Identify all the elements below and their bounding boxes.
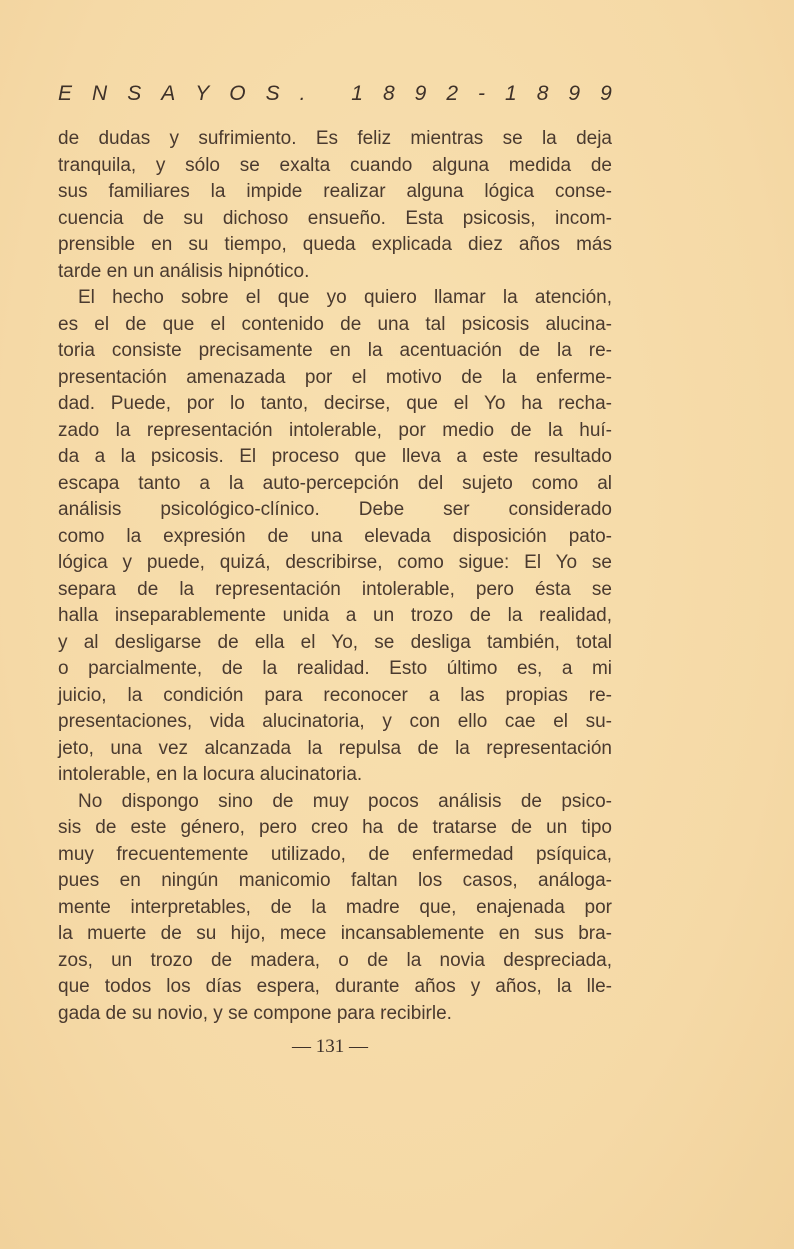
- header-char: N: [92, 82, 108, 105]
- header-char: 9: [414, 82, 427, 105]
- text-line: como la expresión de una elevada disposición pato-: [58, 525, 612, 547]
- page-body: [58, 126, 612, 1027]
- header-char: [325, 82, 331, 106]
- header-char: S: [265, 82, 280, 105]
- running-header: [58, 82, 612, 106]
- text-line: El hecho sobre el que yo quiero llamar la atención,: [78, 287, 612, 308]
- text-line: jeto, una vez alcanzada la repulsa de la representación: [58, 737, 612, 759]
- text-line: zos, un trozo de madera, o de la novia despreciada,: [58, 949, 612, 971]
- text-line: análisis psicológico-clínico. Debe ser considerado: [58, 499, 612, 520]
- header-char: 8: [382, 82, 395, 105]
- text-line: muy frecuentemente utilizado, de enfermedad psíquica,: [58, 843, 612, 865]
- header-char: 2: [446, 82, 459, 105]
- header-char: 8: [536, 82, 549, 105]
- header-char: A: [161, 82, 176, 105]
- text-line: zado la representación intolerable, por medio de la huí-: [58, 419, 612, 441]
- text-line: o parcialmente, de la realidad. Esto último es, a mi: [58, 658, 612, 679]
- text-line: sis de este género, pero creo ha de tratarse de un tipo: [58, 817, 612, 838]
- text-line: mente interpretables, de la madre que, enajenada por: [58, 896, 612, 918]
- text-line: tranquila, y sólo se exalta cuando alguna medida de: [58, 154, 612, 176]
- text-line: que todos los días espera, durante años y años, la lle-: [58, 976, 612, 997]
- header-char: 1: [351, 82, 363, 105]
- text-line: pues en ningún manicomio faltan los casos, análoga-: [58, 870, 612, 891]
- header-char: 1: [505, 82, 517, 105]
- text-line: escapa tanto a la auto-percepción del sujeto como al: [58, 472, 612, 494]
- page-number: — 131 —: [292, 1036, 368, 1057]
- text-line: juicio, la condición para reconocer a las propias re-: [58, 684, 612, 706]
- header-char: S: [127, 82, 142, 105]
- text-line: la muerte de su hijo, mece incansablemente en sus bra-: [58, 923, 612, 944]
- text-line: prensible en su tiempo, queda explicada diez años más: [58, 234, 612, 255]
- text-line: de dudas y sufrimiento. Es feliz mientras se la deja: [58, 128, 612, 149]
- text-line: lógica y puede, quizá, describirse, como sigue: El Yo se: [58, 552, 612, 573]
- header-char: Y: [195, 82, 210, 105]
- paragraph: [58, 285, 612, 789]
- text-line: halla inseparablemente unida a un trozo de la realidad,: [58, 605, 612, 626]
- header-char: O: [229, 82, 246, 105]
- text-line: es el de que el contenido de una tal psicosis alucina-: [58, 313, 612, 335]
- text-line: No dispongo sino de muy pocos análisis de psico-: [78, 790, 612, 812]
- text-line: toria consiste precisamente en la acentuación de la re-: [58, 340, 612, 361]
- text-line: da a la psicosis. El proceso que lleva a este resultado: [58, 446, 612, 467]
- text-line: y al desligarse de ella el Yo, se desliga también, total: [58, 631, 612, 653]
- header-char: 9: [568, 82, 581, 105]
- text-line: tarde en un análisis hipnótico.: [58, 260, 310, 282]
- text-line: sus familiares la impide realizar alguna lógica conse-: [58, 181, 612, 202]
- header-char: -: [478, 82, 486, 105]
- text-line: separa de la representación intolerable, pero ésta se: [58, 578, 612, 600]
- header-char: E: [58, 82, 73, 105]
- text-line: gada de su novio, y se compone para recibirle.: [58, 1002, 452, 1024]
- header-char: 9: [600, 82, 612, 105]
- header-char: .: [299, 82, 306, 105]
- text-line: presentación amenazada por el motivo de la enferme-: [58, 366, 612, 388]
- text-line: cuencia de su dichoso ensueño. Esta psicosis, incom-: [58, 207, 612, 229]
- text-line: intolerable, en la locura alucinatoria.: [58, 764, 363, 785]
- paragraph: [58, 789, 612, 1028]
- text-line: dad. Puede, por lo tanto, decirse, que el Yo ha recha-: [58, 393, 612, 414]
- text-line: presentaciones, vida alucinatoria, y con ello cae el su-: [58, 711, 612, 732]
- paragraph: [58, 126, 612, 285]
